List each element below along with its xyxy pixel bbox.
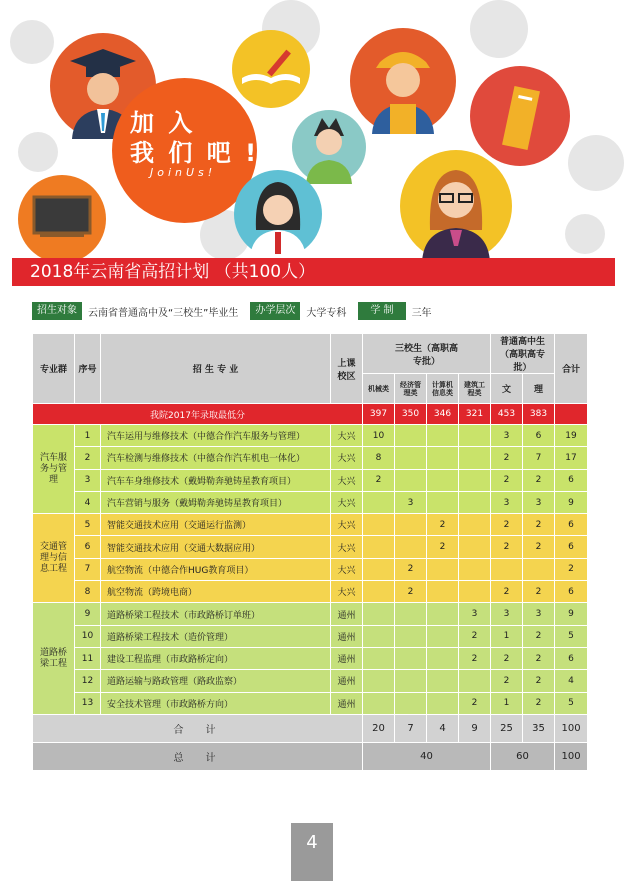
row-jianzhu-cell [459, 514, 491, 536]
deco-circle [568, 135, 624, 191]
grand-label: 总 计 [33, 742, 363, 770]
group-name-cell: 汽车服务与管理 [33, 425, 75, 514]
group-name-cell: 交通管理与信息工程 [33, 514, 75, 603]
row-jixie-cell [363, 514, 395, 536]
row-total-cell: 5 [555, 625, 588, 647]
row-li-cell: 3 [523, 603, 555, 625]
row-total-cell: 4 [555, 670, 588, 692]
cap-boy-circle [350, 28, 456, 134]
teacher-circle [400, 150, 512, 258]
min-score-cell: 321 [459, 404, 491, 425]
row-major-cell: 道路运输与路政管理（路政监察） [101, 670, 331, 692]
deco-circle [565, 214, 605, 254]
row-major-cell: 航空物流（中德合作HUG教育项目） [101, 558, 331, 580]
header-sanxiao: 三校生（高职高专批） [363, 334, 491, 374]
row-no-cell: 7 [75, 558, 101, 580]
subtotal-cell: 20 [363, 714, 395, 742]
row-campus-cell: 通州 [331, 625, 363, 647]
min-score-cell: 383 [523, 404, 555, 425]
row-no-cell: 5 [75, 514, 101, 536]
row-total-cell: 6 [555, 536, 588, 558]
row-no-cell: 1 [75, 425, 101, 447]
row-total-cell: 9 [555, 603, 588, 625]
join-en: JoinUs! [150, 166, 217, 179]
row-jixie-cell: 10 [363, 425, 395, 447]
group-name-cell: 道路桥梁工程 [33, 603, 75, 714]
row-li-cell: 2 [523, 536, 555, 558]
row-major-cell: 建设工程监理（市政路桥定向） [101, 647, 331, 669]
subtotal-cell: 100 [555, 714, 588, 742]
blackboard-icon [18, 175, 106, 258]
grand-total-row [33, 742, 588, 770]
row-no-cell: 6 [75, 536, 101, 558]
min-score-cell: 350 [395, 404, 427, 425]
row-wen-cell: 1 [491, 692, 523, 714]
row-wen-cell: 3 [491, 425, 523, 447]
subtotal-cell: 35 [523, 714, 555, 742]
row-total-cell: 6 [555, 514, 588, 536]
row-campus-cell: 大兴 [331, 447, 363, 469]
row-major-cell: 汽车检测与维修技术（中德合作汽车机电一体化） [101, 447, 331, 469]
row-major-cell: 道路桥梁工程技术（造价管理） [101, 625, 331, 647]
row-wen-cell: 2 [491, 514, 523, 536]
row-li-cell: 2 [523, 647, 555, 669]
min-score-cell: 397 [363, 404, 395, 425]
row-li-cell: 2 [523, 692, 555, 714]
table-row [33, 447, 588, 469]
row-total-cell: 2 [555, 558, 588, 580]
table-row [33, 491, 588, 513]
header-jisuanji: 计算机信息类 [427, 374, 459, 404]
subtotal-cell: 4 [427, 714, 459, 742]
cap-boy-icon [350, 28, 456, 134]
row-wen-cell: 1 [491, 625, 523, 647]
min-score-cell: 346 [427, 404, 459, 425]
row-no-cell: 4 [75, 491, 101, 513]
row-jixie-cell [363, 581, 395, 603]
row-jixie-cell: 8 [363, 447, 395, 469]
row-total-cell: 6 [555, 469, 588, 491]
row-major-cell: 安全技术管理（市政路桥方向） [101, 692, 331, 714]
table-row [33, 536, 588, 558]
row-jixie-cell [363, 536, 395, 558]
row-jisuanji-cell [427, 670, 459, 692]
row-no-cell: 11 [75, 647, 101, 669]
row-jianzhu-cell [459, 670, 491, 692]
row-jianzhu-cell [459, 491, 491, 513]
row-major-cell: 道路桥梁工程技术（市政路桥订单班） [101, 603, 331, 625]
min-score-label: 我院2017年录取最低分 [33, 404, 363, 425]
row-jingji-cell [395, 625, 427, 647]
header-li: 理 [523, 374, 555, 404]
row-no-cell: 3 [75, 469, 101, 491]
deco-circle [10, 20, 54, 64]
row-campus-cell: 通州 [331, 603, 363, 625]
row-no-cell: 2 [75, 447, 101, 469]
row-wen-cell: 2 [491, 447, 523, 469]
subtotal-row [33, 714, 588, 742]
row-campus-cell: 大兴 [331, 581, 363, 603]
row-no-cell: 12 [75, 670, 101, 692]
level-label: 办学层次 [250, 302, 300, 320]
header-group: 专业群 [33, 334, 75, 404]
row-major-cell: 智能交通技术应用（交通运行监测） [101, 514, 331, 536]
row-campus-cell: 通州 [331, 692, 363, 714]
row-no-cell: 10 [75, 625, 101, 647]
row-jianzhu-cell: 2 [459, 692, 491, 714]
table-row [33, 625, 588, 647]
page-title: 2018年云南省高招计划 （共100人） [12, 258, 615, 286]
row-li-cell: 2 [523, 670, 555, 692]
row-jisuanji-cell [427, 625, 459, 647]
row-jianzhu-cell: 2 [459, 625, 491, 647]
row-jingji-cell [395, 670, 427, 692]
row-campus-cell: 大兴 [331, 558, 363, 580]
hero-illustration [0, 0, 627, 258]
row-jingji-cell: 2 [395, 581, 427, 603]
row-li-cell: 2 [523, 625, 555, 647]
table-row [33, 670, 588, 692]
row-jianzhu-cell [459, 558, 491, 580]
row-campus-cell: 通州 [331, 647, 363, 669]
row-jisuanji-cell [427, 425, 459, 447]
row-major-cell: 汽车营销与服务（戴姆勒奔驰铸星教育项目） [101, 491, 331, 513]
target-value: 云南省普通高中及“三校生”毕业生 [88, 307, 239, 319]
row-major-cell: 汽车运用与维修技术（中德合作汽车服务与管理） [101, 425, 331, 447]
row-jisuanji-cell: 2 [427, 514, 459, 536]
min-score-empty [555, 404, 588, 425]
row-jingji-cell [395, 647, 427, 669]
row-jisuanji-cell [427, 647, 459, 669]
subtotal-cell: 9 [459, 714, 491, 742]
row-no-cell: 8 [75, 581, 101, 603]
table-row [33, 425, 588, 447]
row-campus-cell: 大兴 [331, 425, 363, 447]
row-jisuanji-cell [427, 692, 459, 714]
row-no-cell: 9 [75, 603, 101, 625]
table-row [33, 647, 588, 669]
header-wen: 文 [491, 374, 523, 404]
header-putong: 普通高中生（高职高专批） [491, 334, 555, 374]
row-li-cell: 7 [523, 447, 555, 469]
row-li-cell [523, 558, 555, 580]
row-campus-cell: 大兴 [331, 469, 363, 491]
header-jixie: 机械类 [363, 374, 395, 404]
row-jixie-cell [363, 558, 395, 580]
book-circle [232, 30, 310, 108]
row-jisuanji-cell [427, 581, 459, 603]
row-jixie-cell [363, 647, 395, 669]
enrollment-plan-table [32, 333, 588, 771]
row-jixie-cell [363, 625, 395, 647]
row-wen-cell: 3 [491, 603, 523, 625]
header-jianzhu: 建筑工程类 [459, 374, 491, 404]
grand-total: 100 [555, 742, 588, 770]
row-campus-cell: 通州 [331, 670, 363, 692]
book-pencil-icon [232, 30, 310, 108]
table-row [33, 469, 588, 491]
girl-icon [234, 170, 322, 258]
girl-circle [234, 170, 322, 258]
row-jianzhu-cell [459, 536, 491, 558]
row-jixie-cell [363, 670, 395, 692]
row-campus-cell: 大兴 [331, 491, 363, 513]
row-wen-cell: 3 [491, 491, 523, 513]
row-jingji-cell: 3 [395, 491, 427, 513]
table-row [33, 581, 588, 603]
row-jingji-cell [395, 603, 427, 625]
grand-sanxiao: 40 [363, 742, 491, 770]
header-no: 序号 [75, 334, 101, 404]
row-major-cell: 智能交通技术应用（交通大数据应用） [101, 536, 331, 558]
row-li-cell: 3 [523, 491, 555, 513]
row-campus-cell: 大兴 [331, 514, 363, 536]
row-total-cell: 6 [555, 647, 588, 669]
target-label: 招生对象 [32, 302, 82, 320]
row-wen-cell: 2 [491, 469, 523, 491]
row-total-cell: 19 [555, 425, 588, 447]
row-jianzhu-cell [459, 447, 491, 469]
header-major: 招 生 专 业 [101, 334, 331, 404]
row-jixie-cell [363, 603, 395, 625]
row-wen-cell [491, 558, 523, 580]
min-score-row [33, 404, 588, 425]
row-wen-cell: 2 [491, 670, 523, 692]
row-total-cell: 6 [555, 581, 588, 603]
row-jianzhu-cell: 3 [459, 603, 491, 625]
row-wen-cell: 2 [491, 536, 523, 558]
row-jianzhu-cell [459, 425, 491, 447]
row-campus-cell: 大兴 [331, 536, 363, 558]
row-jingji-cell [395, 469, 427, 491]
header-total: 合计 [555, 334, 588, 404]
row-jingji-cell [395, 536, 427, 558]
laptop-circle [18, 175, 106, 258]
admission-info [32, 302, 438, 320]
row-jisuanji-cell [427, 447, 459, 469]
row-no-cell: 13 [75, 692, 101, 714]
subtotal-label: 合 计 [33, 714, 363, 742]
data-rows [33, 425, 588, 715]
row-jianzhu-cell [459, 469, 491, 491]
table-row [33, 514, 588, 536]
row-li-cell: 2 [523, 514, 555, 536]
table-row [33, 692, 588, 714]
row-total-cell: 9 [555, 491, 588, 513]
row-jianzhu-cell [459, 581, 491, 603]
row-li-cell: 2 [523, 469, 555, 491]
page-number: 4 [291, 823, 333, 881]
header-campus: 上课校区 [331, 334, 363, 404]
row-jisuanji-cell: 2 [427, 536, 459, 558]
system-value: 三年 [411, 307, 432, 319]
row-jianzhu-cell: 2 [459, 647, 491, 669]
subtotal-cell: 7 [395, 714, 427, 742]
row-jingji-cell [395, 425, 427, 447]
row-wen-cell: 2 [491, 647, 523, 669]
table-row [33, 603, 588, 625]
min-score-cell: 453 [491, 404, 523, 425]
level-value: 大学专科 [306, 307, 347, 319]
system-label: 学 制 [358, 302, 405, 320]
row-total-cell: 17 [555, 447, 588, 469]
row-total-cell: 5 [555, 692, 588, 714]
deco-circle [470, 0, 528, 58]
row-major-cell: 汽车车身维修技术（戴姆勒奔驰铸星教育项目） [101, 469, 331, 491]
row-jingji-cell [395, 447, 427, 469]
header-jingji: 经济管理类 [395, 374, 427, 404]
teacher-icon [400, 150, 512, 258]
row-jixie-cell [363, 491, 395, 513]
row-jixie-cell [363, 692, 395, 714]
row-jisuanji-cell [427, 469, 459, 491]
grand-putong: 60 [491, 742, 555, 770]
row-jisuanji-cell [427, 603, 459, 625]
join-line1: 加 入 [130, 109, 196, 137]
row-wen-cell: 2 [491, 581, 523, 603]
row-jisuanji-cell [427, 491, 459, 513]
row-li-cell: 6 [523, 425, 555, 447]
join-line2: 我 们 吧 ! [130, 139, 260, 167]
row-major-cell: 航空物流（跨境电商） [101, 581, 331, 603]
row-jingji-cell: 2 [395, 558, 427, 580]
row-jisuanji-cell [427, 558, 459, 580]
table-row [33, 558, 588, 580]
join-text [130, 108, 259, 168]
row-jingji-cell [395, 514, 427, 536]
row-jixie-cell: 2 [363, 469, 395, 491]
row-jingji-cell [395, 692, 427, 714]
subtotal-cell: 25 [491, 714, 523, 742]
row-li-cell: 2 [523, 581, 555, 603]
